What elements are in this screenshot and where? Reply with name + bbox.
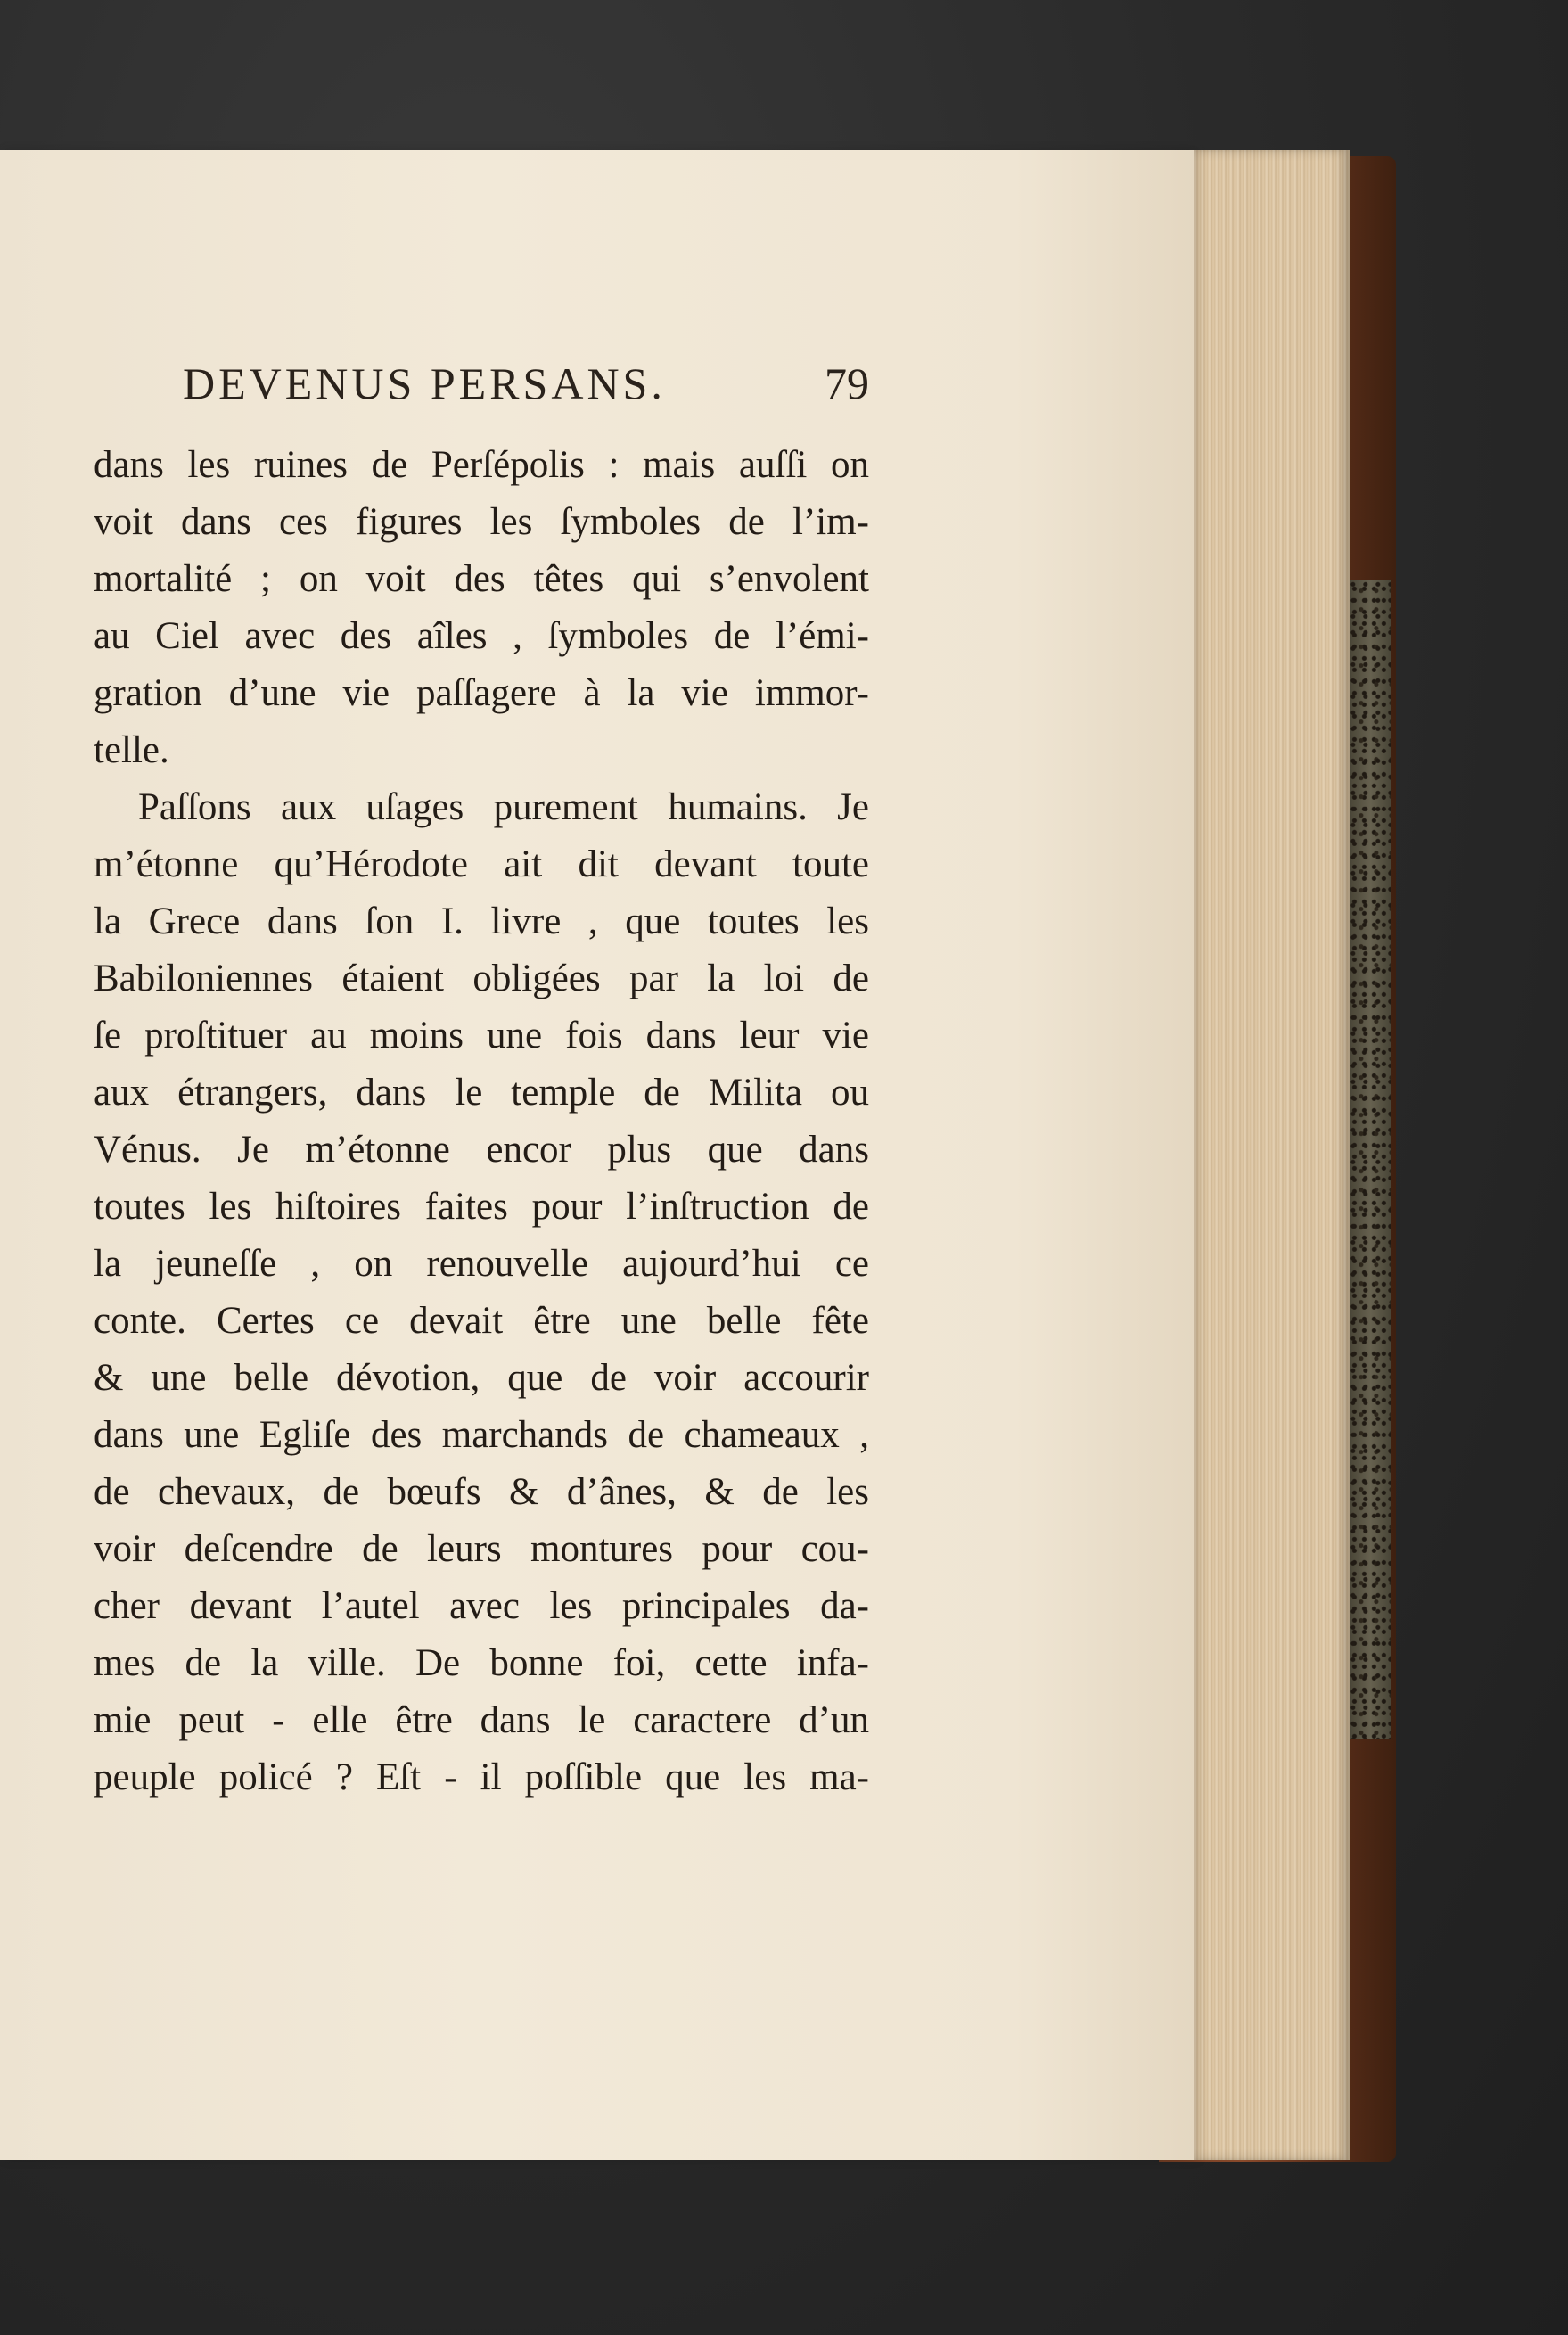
body-text: [94, 437, 869, 1806]
page-header: [183, 357, 869, 410]
text-line: telle.: [94, 729, 169, 771]
text-line: Paſſons aux uſages purement humains. Je: [138, 786, 869, 828]
text-line: mie peut - elle être dans le caractere d’un: [94, 1699, 869, 1741]
text-line: gration d’une vie paſſagere à la vie immor-: [94, 672, 869, 714]
text-line: la jeuneſſe , on renouvelle aujourd’hui ce: [94, 1243, 869, 1285]
running-title: DEVENUS PERSANS.: [183, 358, 666, 408]
page-edges: [1172, 150, 1350, 2160]
text-line: toutes les hiſtoires faites pour l’inſtruction de: [94, 1186, 869, 1228]
page-number: 79: [825, 358, 869, 408]
text-line: peuple policé ? Eſt - il poſſible que les ma-: [94, 1756, 869, 1798]
text-line: la Grece dans ſon I. livre , que toutes les: [94, 900, 869, 942]
text-line: au Ciel avec des aîles , ſymboles de l’émi-: [94, 615, 869, 657]
text-line: Vénus. Je m’étonne encor plus que dans: [94, 1129, 869, 1171]
text-line: mortalité ; on voit des têtes qui s’envolent: [94, 558, 869, 600]
marbled-cover-edge: [1350, 580, 1391, 1739]
text-line: de chevaux, de bœufs & d’ânes, & de les: [94, 1471, 869, 1513]
text-line: Babiloniennes étaient obligées par la loi de: [94, 958, 869, 999]
text-line: mes de la ville. De bonne foi, cette infa-: [94, 1642, 869, 1684]
text-line: voir deſcendre de leurs montures pour cou-: [94, 1528, 869, 1570]
text-line: ſe proſtituer au moins une fois dans leur vie: [94, 1015, 869, 1057]
text-line: conte. Certes ce devait être une belle fête: [94, 1300, 869, 1342]
text-line: & une belle dévotion, que de voir accourir: [94, 1357, 869, 1399]
text-line: cher devant l’autel avec les principales da-: [94, 1585, 869, 1627]
text-line: dans une Egliſe des marchands de chameaux ,: [94, 1414, 869, 1456]
text-line: dans les ruines de Perſépolis : mais auſſi on: [94, 444, 869, 486]
text-line: aux étrangers, dans le temple de Milita ou: [94, 1072, 869, 1114]
text-line: voit dans ces figures les ſymboles de l’im-: [94, 501, 869, 543]
text-line: m’étonne qu’Hérodote ait dit devant toute: [94, 843, 869, 885]
